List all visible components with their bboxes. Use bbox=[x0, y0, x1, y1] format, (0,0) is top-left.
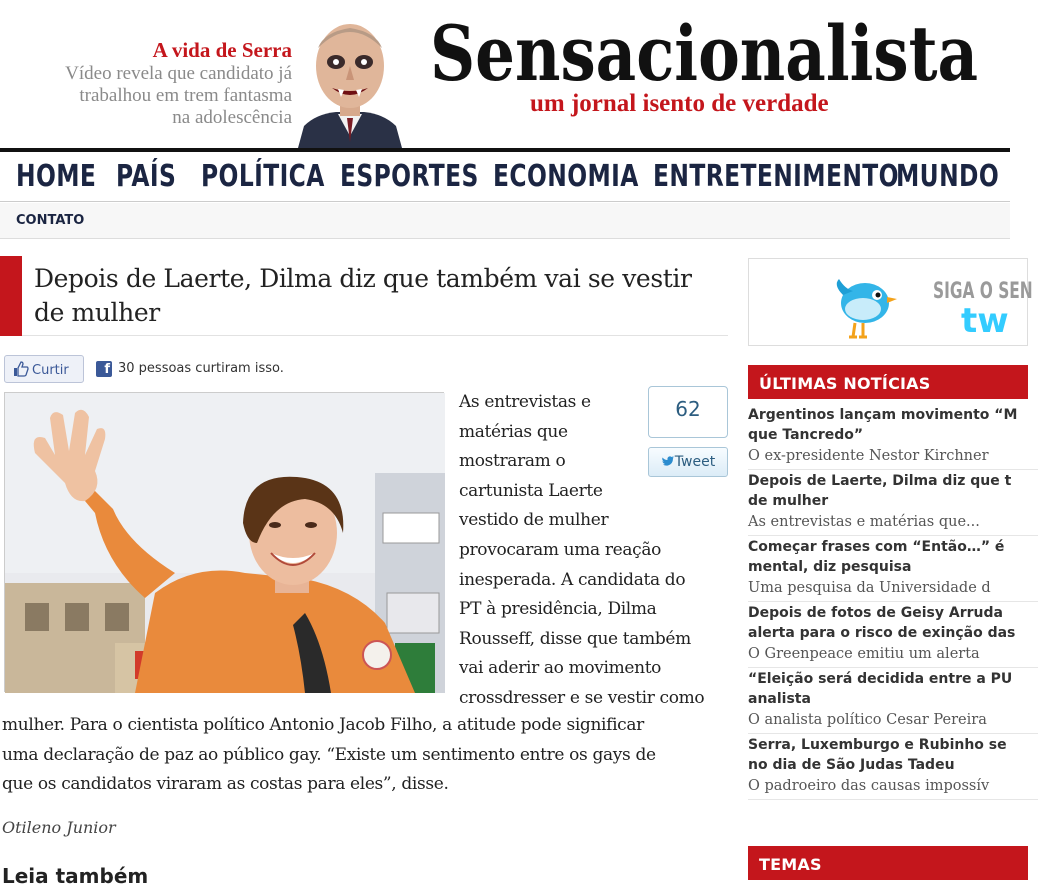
body-line: vestido de mulher bbox=[459, 510, 609, 531]
body-line: As entrevistas e bbox=[459, 392, 591, 412]
logo-text: Sensacionalista bbox=[430, 9, 978, 98]
nav-item-esportes[interactable]: ESPORTES bbox=[340, 159, 479, 194]
body-line: mulher. Para o cientista político Antonio Jacob Filho, a atitude pode significar bbox=[2, 715, 644, 735]
tweet-button-label: Tweet bbox=[674, 454, 716, 470]
news-title-line[interactable]: que Tancredo” bbox=[748, 427, 864, 443]
body-line: matérias que bbox=[459, 421, 568, 442]
body-line: inesperada. A candidata do bbox=[459, 569, 686, 590]
news-item[interactable] bbox=[748, 471, 1038, 536]
news-snippet: As entrevistas e matérias que... bbox=[748, 514, 980, 530]
site-tagline: um jornal isento de verdade bbox=[530, 90, 829, 117]
news-item[interactable] bbox=[748, 603, 1038, 668]
main-nav bbox=[0, 152, 1010, 202]
twitter-bird-icon bbox=[825, 265, 905, 345]
news-title-line[interactable]: de mulher bbox=[748, 493, 829, 509]
promo-description bbox=[0, 63, 292, 129]
article-headline bbox=[34, 262, 734, 330]
site-logo[interactable] bbox=[424, 4, 984, 98]
news-title-line[interactable]: analista bbox=[748, 691, 811, 707]
sidebar bbox=[748, 254, 1033, 880]
news-title-line[interactable]: Argentinos lançam movimento “M bbox=[748, 407, 1018, 423]
body-line: mostraram o bbox=[459, 451, 566, 472]
headline-line: de mulher bbox=[34, 298, 160, 327]
nav-item-home[interactable]: HOME bbox=[16, 159, 97, 194]
promo-line: na adolescência bbox=[172, 107, 292, 128]
nav-item-pais[interactable]: PAÍS bbox=[116, 159, 177, 194]
news-snippet: O padroeiro das causas impossív bbox=[748, 778, 990, 794]
twitter-wordmark: tw bbox=[961, 301, 1009, 341]
body-line: provocaram uma reação bbox=[459, 539, 661, 560]
body-line: crossdresser e se vestir como bbox=[459, 687, 705, 708]
promo-title[interactable]: A vida de Serra bbox=[152, 38, 292, 62]
news-snippet: O analista político Cesar Pereira bbox=[748, 712, 987, 728]
follow-us-text: SIGA O SEN bbox=[933, 279, 1033, 304]
like-button-label: Curtir bbox=[32, 363, 69, 378]
news-title-line[interactable]: Depois de Laerte, Dilma diz que t bbox=[748, 473, 1012, 489]
news-title-line[interactable]: “Eleição será decidida entre a PU bbox=[748, 671, 1013, 687]
news-title-line[interactable]: Serra, Luxemburgo e Rubinho se bbox=[748, 737, 1007, 753]
like-count-text: 30 pessoas curtiram isso. bbox=[118, 361, 284, 376]
news-title-line[interactable]: alerta para o risco de exinção das bbox=[748, 625, 1016, 641]
topics-header: TEMAS bbox=[748, 846, 1028, 880]
latest-news-header: ÚLTIMAS NOTÍCIAS bbox=[748, 365, 1028, 399]
news-item[interactable] bbox=[748, 537, 1038, 602]
facebook-icon: f bbox=[96, 361, 112, 377]
news-item[interactable] bbox=[748, 405, 1038, 470]
nav-item-politica[interactable]: POLÍTICA bbox=[201, 159, 325, 194]
promo-line: trabalhou em trem fantasma bbox=[79, 85, 292, 106]
body-line: vai aderir ao movimento bbox=[459, 658, 662, 679]
read-also-heading: Leia também bbox=[2, 864, 149, 888]
facebook-like-button[interactable] bbox=[4, 355, 84, 383]
body-line: que os candidatos viraram as costas para eles”, disse. bbox=[2, 774, 449, 795]
news-item[interactable] bbox=[748, 735, 1038, 800]
news-snippet: O ex-presidente Nestor Kirchner bbox=[748, 448, 989, 464]
nav-item-contato[interactable]: CONTATO bbox=[16, 213, 85, 228]
headline-accent-bar bbox=[0, 256, 22, 336]
article-photo[interactable] bbox=[4, 392, 444, 692]
news-title-line[interactable]: Depois de fotos de Geisy Arruda bbox=[748, 605, 1003, 621]
news-title-line[interactable]: mental, diz pesquisa bbox=[748, 559, 912, 575]
headline-divider bbox=[22, 335, 728, 336]
nav-item-entretenimento[interactable]: ENTRETENIMENTO bbox=[653, 159, 899, 194]
article-body-full bbox=[2, 711, 732, 800]
sub-nav bbox=[0, 203, 1010, 239]
news-item[interactable] bbox=[748, 669, 1038, 734]
promo-teaser[interactable] bbox=[0, 38, 292, 129]
article-author: Otileno Junior bbox=[2, 818, 116, 837]
headline-line: Depois de Laerte, Dilma diz que também vai se vestir bbox=[34, 264, 692, 293]
body-line: uma declaração de paz ao público gay. “Existe um sentimento entre os gays de bbox=[2, 744, 656, 765]
promo-line: Vídeo revela que candidato já bbox=[65, 63, 292, 84]
news-snippet: O Greenpeace emitiu um alerta bbox=[748, 646, 980, 662]
nav-item-mundo[interactable]: MUNDO bbox=[896, 159, 1000, 194]
thumbs-up-icon bbox=[13, 361, 29, 377]
tweet-count: 62 bbox=[675, 397, 701, 421]
news-snippet: Uma pesquisa da Universidade d bbox=[748, 580, 991, 596]
latest-news-list bbox=[748, 405, 1038, 801]
nav-item-economia[interactable]: ECONOMIA bbox=[493, 159, 639, 194]
body-line: Rousseff, disse que também bbox=[459, 628, 691, 649]
news-title-line[interactable]: no dia de São Judas Tadeu bbox=[748, 757, 955, 773]
article-body-wrapped bbox=[459, 388, 729, 714]
news-title-line[interactable]: Começar frases com “Então…” é bbox=[748, 539, 1005, 555]
candidate-caricature-image[interactable] bbox=[296, 18, 404, 148]
body-line: cartunista Laerte bbox=[459, 480, 603, 501]
twitter-follow-banner[interactable] bbox=[748, 258, 1033, 346]
body-line: PT à presidência, Dilma bbox=[459, 599, 657, 620]
